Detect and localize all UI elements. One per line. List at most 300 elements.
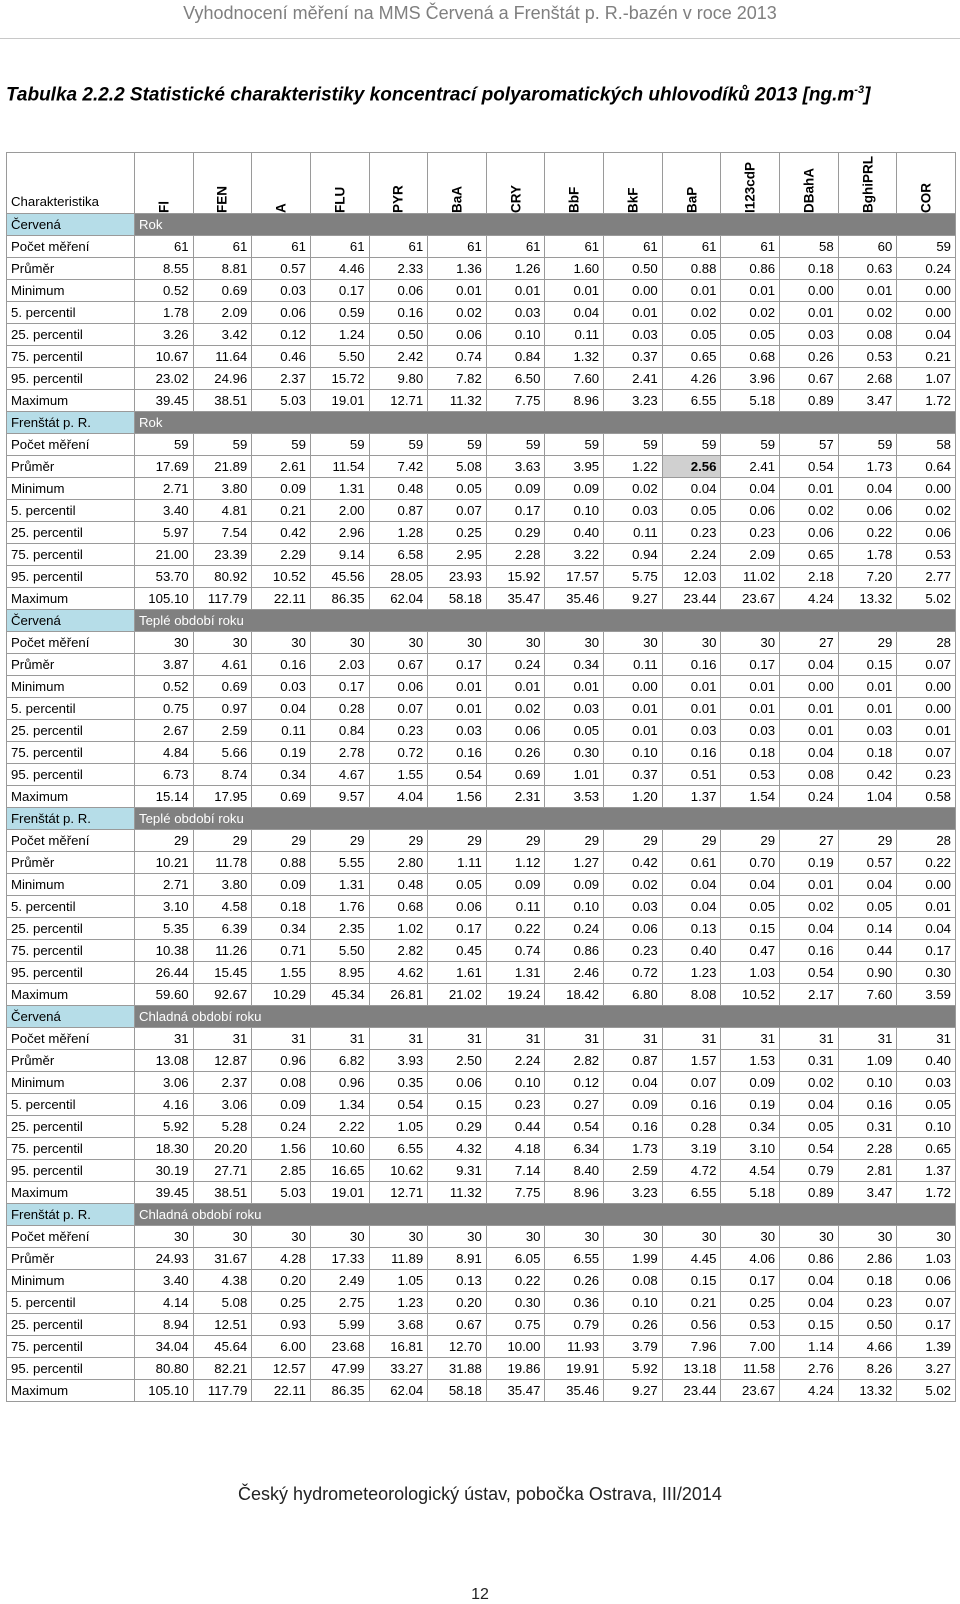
table-cell: 0.00: [604, 280, 663, 302]
table-cell: 0.02: [604, 478, 663, 500]
table-cell: 3.10: [135, 896, 194, 918]
table-cell: 0.25: [252, 1292, 311, 1314]
table-cell: 30: [897, 1226, 956, 1248]
table-cell: 0.25: [721, 1292, 780, 1314]
table-cell: 13.32: [838, 1380, 897, 1402]
table-row: [7, 874, 956, 896]
column-header: [252, 153, 311, 214]
table-cell: 30: [428, 632, 487, 654]
table-cell: 59: [428, 434, 487, 456]
table-cell: 10.67: [135, 346, 194, 368]
table-cell: 1.57: [662, 1050, 721, 1072]
table-cell: 4.06: [721, 1248, 780, 1270]
table-cell: 0.28: [310, 698, 369, 720]
table-cell: 1.78: [135, 302, 194, 324]
column-header-label: COR: [918, 183, 934, 213]
table-cell: 3.19: [662, 1138, 721, 1160]
table-cell: 1.01: [545, 764, 604, 786]
table-row: [7, 500, 956, 522]
table-cell: 0.68: [369, 896, 428, 918]
table-cell: 0.97: [193, 698, 252, 720]
table-cell: 1.28: [369, 522, 428, 544]
table-cell: 3.53: [545, 786, 604, 808]
table-cell: 0.01: [721, 676, 780, 698]
table-cell: 61: [721, 236, 780, 258]
table-cell: 59: [838, 434, 897, 456]
table-cell: 0.11: [486, 896, 545, 918]
table-cell: 59: [193, 434, 252, 456]
table-cell: 45.34: [310, 984, 369, 1006]
table-cell: 4.45: [662, 1248, 721, 1270]
table-cell: 30.19: [135, 1160, 194, 1182]
table-cell: 7.60: [545, 368, 604, 390]
table-cell: 31: [252, 1028, 311, 1050]
table-cell: 13.08: [135, 1050, 194, 1072]
table-cell: 1.23: [369, 1292, 428, 1314]
table-cell: 24.93: [135, 1248, 194, 1270]
table-cell: 17.69: [135, 456, 194, 478]
row-label: 25. percentil: [7, 324, 135, 346]
table-cell: 0.58: [897, 786, 956, 808]
row-label: 75. percentil: [7, 1336, 135, 1358]
table-cell: 29: [545, 830, 604, 852]
table-cell: 31: [721, 1028, 780, 1050]
table-cell: 0.08: [838, 324, 897, 346]
page-footer: Český hydrometeorologický ústav, pobočka Ostrava, III/2014: [238, 1484, 722, 1504]
table-cell: 0.42: [838, 764, 897, 786]
table-cell: 5.50: [310, 940, 369, 962]
table-cell: 12.03: [662, 566, 721, 588]
table-cell: 3.95: [545, 456, 604, 478]
column-header-label: BkF: [625, 187, 641, 213]
table-cell: 10.00: [486, 1336, 545, 1358]
table-cell: 28: [897, 632, 956, 654]
table-cell: 38.51: [193, 390, 252, 412]
table-cell: 2.28: [838, 1138, 897, 1160]
table-cell: 11.26: [193, 940, 252, 962]
row-label: Minimum: [7, 478, 135, 500]
table-row: [7, 1336, 956, 1358]
table-cell: 0.10: [604, 742, 663, 764]
table-cell: 0.09: [252, 478, 311, 500]
column-header: [486, 153, 545, 214]
table-cell: 7.60: [838, 984, 897, 1006]
table-cell: 59: [721, 434, 780, 456]
section-period: Chladná období roku: [135, 1204, 956, 1226]
table-cell: 30: [369, 1226, 428, 1248]
table-cell: 0.01: [897, 896, 956, 918]
table-cell: 0.16: [780, 940, 839, 962]
table-cell: 105.10: [135, 588, 194, 610]
table-cell: 0.04: [897, 324, 956, 346]
table-cell: 0.18: [780, 258, 839, 280]
table-cell: 29: [135, 830, 194, 852]
table-cell: 31: [486, 1028, 545, 1050]
table-cell: 0.22: [486, 918, 545, 940]
table-cell: 0.04: [780, 1094, 839, 1116]
table-row: [7, 940, 956, 962]
table-cell: 8.81: [193, 258, 252, 280]
table-cell: 0.21: [662, 1292, 721, 1314]
table-cell: 0.44: [838, 940, 897, 962]
table-cell: 0.47: [721, 940, 780, 962]
table-cell: 2.86: [838, 1248, 897, 1270]
table-cell: 0.70: [721, 852, 780, 874]
table-cell: 0.13: [428, 1270, 487, 1292]
row-label: Minimum: [7, 1072, 135, 1094]
section-header-row: [7, 610, 956, 632]
table-cell: 0.65: [662, 346, 721, 368]
table-cell: 0.10: [838, 1072, 897, 1094]
table-cell: 31: [897, 1028, 956, 1050]
table-cell: 8.55: [135, 258, 194, 280]
table-cell: 10.38: [135, 940, 194, 962]
table-cell: 4.72: [662, 1160, 721, 1182]
table-cell: 4.16: [135, 1094, 194, 1116]
table-cell: 4.14: [135, 1292, 194, 1314]
table-row: [7, 1160, 956, 1182]
table-cell: 0.05: [662, 324, 721, 346]
table-cell: 0.54: [780, 1138, 839, 1160]
table-cell: 0.09: [252, 1094, 311, 1116]
table-cell: 0.17: [486, 500, 545, 522]
table-cell: 3.93: [369, 1050, 428, 1072]
table-cell: 0.84: [310, 720, 369, 742]
table-cell: 0.10: [897, 1116, 956, 1138]
table-cell: 31: [193, 1028, 252, 1050]
table-row: [7, 1028, 956, 1050]
section-location: Frenštát p. R.: [7, 412, 135, 434]
table-cell: 0.06: [838, 500, 897, 522]
table-cell: 3.42: [193, 324, 252, 346]
table-cell: 0.17: [310, 280, 369, 302]
table-cell: 2.31: [486, 786, 545, 808]
table-cell: 0.96: [252, 1050, 311, 1072]
column-header-label: BaP: [684, 186, 700, 213]
table-cell: 2.67: [135, 720, 194, 742]
table-cell: 0.79: [780, 1160, 839, 1182]
table-row: [7, 830, 956, 852]
table-cell: 5.50: [310, 346, 369, 368]
table-cell: 0.03: [486, 302, 545, 324]
table-cell: 1.03: [897, 1248, 956, 1270]
table-cell: 0.23: [486, 1094, 545, 1116]
table-cell: 58.18: [428, 588, 487, 610]
table-cell: 31: [838, 1028, 897, 1050]
table-cell: 29: [662, 830, 721, 852]
row-label: Maximum: [7, 786, 135, 808]
table-cell: 33.27: [369, 1358, 428, 1380]
column-header-label: FLU: [332, 186, 348, 213]
table-cell: 0.16: [252, 654, 311, 676]
table-row: [7, 478, 956, 500]
column-header: [897, 153, 956, 214]
table-cell: 3.68: [369, 1314, 428, 1336]
table-cell: 3.79: [604, 1336, 663, 1358]
table-cell: 0.17: [428, 654, 487, 676]
table-cell: 2.76: [780, 1358, 839, 1380]
table-cell: 0.35: [369, 1072, 428, 1094]
table-cell: 0.00: [897, 874, 956, 896]
row-label: 75. percentil: [7, 1138, 135, 1160]
table-cell: 0.31: [780, 1050, 839, 1072]
table-cell: 60: [838, 236, 897, 258]
table-cell: 12.71: [369, 1182, 428, 1204]
table-cell: 0.69: [193, 280, 252, 302]
row-label: 5. percentil: [7, 500, 135, 522]
table-cell: 4.28: [252, 1248, 311, 1270]
row-label: 75. percentil: [7, 544, 135, 566]
table-cell: 0.15: [838, 654, 897, 676]
table-cell: 5.08: [193, 1292, 252, 1314]
column-header: [193, 153, 252, 214]
table-row: [7, 918, 956, 940]
table-cell: 105.10: [135, 1380, 194, 1402]
table-cell: 0.01: [604, 720, 663, 742]
row-label: Maximum: [7, 588, 135, 610]
table-cell: 0.01: [486, 280, 545, 302]
row-label: Počet měření: [7, 632, 135, 654]
table-cell: 9.80: [369, 368, 428, 390]
table-cell: 0.75: [486, 1314, 545, 1336]
table-cell: 0.10: [604, 1292, 663, 1314]
table-cell: 0.09: [545, 874, 604, 896]
table-cell: 23.68: [310, 1336, 369, 1358]
column-header: [369, 153, 428, 214]
table-cell: 0.24: [897, 258, 956, 280]
table-cell: 0.16: [369, 302, 428, 324]
table-cell: 0.27: [545, 1094, 604, 1116]
table-cell: 30: [369, 632, 428, 654]
table-cell: 31: [310, 1028, 369, 1050]
table-cell: 1.55: [369, 764, 428, 786]
table-cell: 20.20: [193, 1138, 252, 1160]
table-cell: 1.76: [310, 896, 369, 918]
table-cell: 59: [486, 434, 545, 456]
table-cell: 0.50: [838, 1314, 897, 1336]
table-cell: 0.15: [721, 918, 780, 940]
table-cell: 7.20: [838, 566, 897, 588]
table-cell: 27: [780, 632, 839, 654]
table-cell: 3.47: [838, 390, 897, 412]
table-cell: 61: [662, 236, 721, 258]
column-header: [721, 153, 780, 214]
table-cell: 6.58: [369, 544, 428, 566]
table-cell: 0.86: [545, 940, 604, 962]
table-cell: 59: [545, 434, 604, 456]
table-cell: 0.30: [486, 1292, 545, 1314]
table-cell: 30: [310, 1226, 369, 1248]
table-cell: 1.60: [545, 258, 604, 280]
table-cell: 0.00: [897, 698, 956, 720]
table-cell: 30: [545, 1226, 604, 1248]
table-cell: 0.14: [838, 918, 897, 940]
table-cell: 2.68: [838, 368, 897, 390]
table-cell: 0.79: [545, 1314, 604, 1336]
row-label: Minimum: [7, 1270, 135, 1292]
table-cell: 1.31: [486, 962, 545, 984]
table-cell: 0.03: [604, 324, 663, 346]
table-cell: 53.70: [135, 566, 194, 588]
table-cell: 62.04: [369, 588, 428, 610]
table-cell: 16.65: [310, 1160, 369, 1182]
table-cell: 0.23: [721, 522, 780, 544]
table-cell: 4.81: [193, 500, 252, 522]
table-cell: 35.46: [545, 588, 604, 610]
table-cell: 1.07: [897, 368, 956, 390]
table-cell: 1.24: [310, 324, 369, 346]
table-cell: 21.00: [135, 544, 194, 566]
table-cell: 2.59: [193, 720, 252, 742]
table-cell: 6.55: [662, 390, 721, 412]
table-cell: 0.40: [662, 940, 721, 962]
column-header-label: A: [273, 203, 289, 213]
table-cell: 17.95: [193, 786, 252, 808]
table-cell: 29: [604, 830, 663, 852]
table-cell: 0.04: [545, 302, 604, 324]
table-cell: 38.51: [193, 1182, 252, 1204]
table-cell: 0.26: [780, 346, 839, 368]
table-cell: 2.78: [310, 742, 369, 764]
table-cell: 0.02: [486, 698, 545, 720]
table-cell: 23.44: [662, 1380, 721, 1402]
table-cell: 1.56: [252, 1138, 311, 1160]
section-location: Frenštát p. R.: [7, 808, 135, 830]
table-cell: 2.28: [486, 544, 545, 566]
table-cell: 0.05: [897, 1094, 956, 1116]
table-cell: 0.12: [545, 1072, 604, 1094]
table-cell: 15.72: [310, 368, 369, 390]
table-cell: 17.57: [545, 566, 604, 588]
table-cell: 0.22: [897, 852, 956, 874]
table-cell: 0.36: [545, 1292, 604, 1314]
table-cell: 6.55: [662, 1182, 721, 1204]
table-cell: 0.02: [838, 302, 897, 324]
table-cell: 61: [369, 236, 428, 258]
table-cell: 1.36: [428, 258, 487, 280]
table-cell: 59.60: [135, 984, 194, 1006]
table-cell: 8.96: [545, 1182, 604, 1204]
table-cell: 31.67: [193, 1248, 252, 1270]
table-cell: 0.51: [662, 764, 721, 786]
table-cell: 0.06: [369, 676, 428, 698]
table-cell: 0.24: [780, 786, 839, 808]
row-label: 95. percentil: [7, 764, 135, 786]
section-header-row: [7, 412, 956, 434]
table-cell: 30: [662, 1226, 721, 1248]
table-cell: 6.05: [486, 1248, 545, 1270]
table-cell: 1.27: [545, 852, 604, 874]
table-cell: 0.69: [486, 764, 545, 786]
table-cell: 5.55: [310, 852, 369, 874]
table-cell: 19.91: [545, 1358, 604, 1380]
section-header-row: [7, 1006, 956, 1028]
table-cell: 0.25: [428, 522, 487, 544]
table-row: [7, 764, 956, 786]
table-cell: 0.23: [838, 1292, 897, 1314]
table-cell: 7.82: [428, 368, 487, 390]
table-cell: 9.27: [604, 1380, 663, 1402]
table-cell: 0.05: [721, 896, 780, 918]
table-cell: 0.72: [369, 742, 428, 764]
row-label: 5. percentil: [7, 1094, 135, 1116]
table-cell: 29: [252, 830, 311, 852]
table-cell: 0.04: [252, 698, 311, 720]
table-cell: 1.55: [252, 962, 311, 984]
caption-superscript: -3: [854, 84, 865, 96]
table-cell: 15.45: [193, 962, 252, 984]
table-cell: 0.05: [721, 324, 780, 346]
table-cell: 0.07: [369, 698, 428, 720]
table-cell: 31: [662, 1028, 721, 1050]
table-cell: 22.11: [252, 1380, 311, 1402]
table-cell: 28.05: [369, 566, 428, 588]
table-cell: 11.54: [310, 456, 369, 478]
column-header-label: FEN: [214, 186, 230, 213]
table-row: [7, 1358, 956, 1380]
table-cell: 0.03: [897, 1072, 956, 1094]
table-cell: 2.46: [545, 962, 604, 984]
table-cell: 12.87: [193, 1050, 252, 1072]
table-cell: 0.57: [252, 258, 311, 280]
table-cell: 0.06: [428, 1072, 487, 1094]
section-header-row: [7, 214, 956, 236]
table-cell: 0.00: [780, 676, 839, 698]
table-cell: 11.64: [193, 346, 252, 368]
table-cell: 0.54: [780, 456, 839, 478]
table-cell: 0.65: [897, 1138, 956, 1160]
table-cell: 0.07: [897, 654, 956, 676]
table-cell: 30: [135, 1226, 194, 1248]
table-cell: 2.35: [310, 918, 369, 940]
table-cell: 0.02: [780, 500, 839, 522]
table-cell: 59: [310, 434, 369, 456]
table-cell: 4.24: [780, 588, 839, 610]
table-cell: 0.19: [252, 742, 311, 764]
table-cell: 7.54: [193, 522, 252, 544]
table-cell: 0.04: [662, 896, 721, 918]
section-location: Červená: [7, 610, 135, 632]
table-cell: 30: [486, 632, 545, 654]
table-cell: 2.71: [135, 874, 194, 896]
table-cell: 0.04: [780, 918, 839, 940]
column-header-characteristic: Charakteristika: [7, 153, 135, 214]
table-cell: 23.44: [662, 588, 721, 610]
table-cell: 5.03: [252, 390, 311, 412]
section-location: Červená: [7, 1006, 135, 1028]
table-cell: 0.69: [193, 676, 252, 698]
table-cell: 6.00: [252, 1336, 311, 1358]
row-label: Počet měření: [7, 236, 135, 258]
table-cell: 0.22: [838, 522, 897, 544]
table-cell: 61: [252, 236, 311, 258]
table-cell: 0.01: [662, 280, 721, 302]
table-cell: 0.01: [838, 280, 897, 302]
table-cell: 1.37: [662, 786, 721, 808]
table-cell: 0.88: [662, 258, 721, 280]
table-cell: 5.02: [897, 588, 956, 610]
table-cell: 12.71: [369, 390, 428, 412]
header-rule: [0, 38, 960, 39]
table-cell: 11.02: [721, 566, 780, 588]
table-cell: 21.89: [193, 456, 252, 478]
table-cell: 19.24: [486, 984, 545, 1006]
table-cell: 0.06: [604, 918, 663, 940]
table-cell: 2.29: [252, 544, 311, 566]
row-label: Minimum: [7, 676, 135, 698]
row-label: Průměr: [7, 1248, 135, 1270]
table-cell: 0.16: [428, 742, 487, 764]
